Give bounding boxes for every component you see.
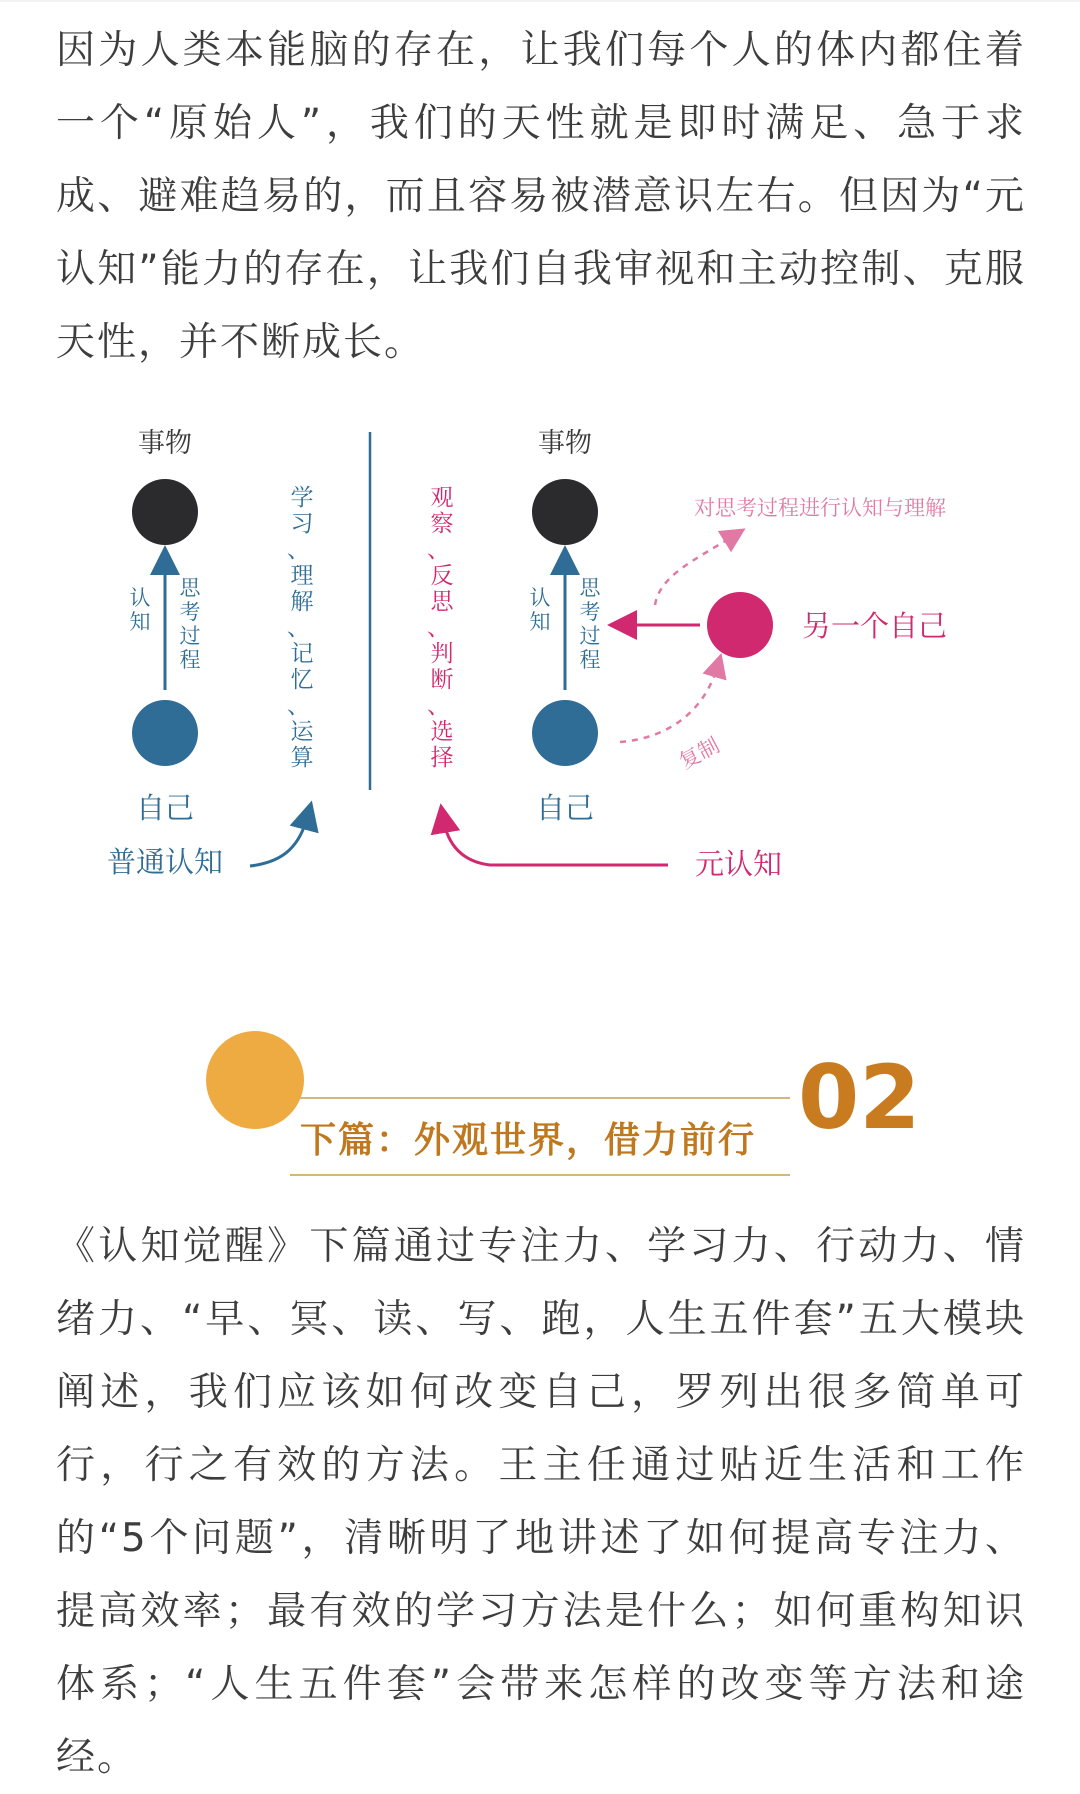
left-thing-label: 事物 xyxy=(138,428,192,459)
section-accent-circle xyxy=(206,1031,304,1129)
meta-note-arrow xyxy=(655,535,735,605)
metacognition-arrow xyxy=(443,818,668,865)
metacognition-caption: 元认知 xyxy=(695,847,783,881)
left-thing-node xyxy=(132,479,198,545)
right-thing-node xyxy=(532,479,598,545)
ordinary-cognition-arrow xyxy=(250,815,308,866)
section-number: 02 xyxy=(798,1046,921,1149)
section-header xyxy=(0,1030,1080,1190)
right-thinking-vertical: 思考过程 xyxy=(579,576,601,672)
left-self-node xyxy=(132,700,198,766)
metacognition-diagram xyxy=(0,400,1080,920)
intro-paragraph: 因为人类本能脑的存在，让我们每个人的体内都住着一个“原始人”，我们的天性就是即时满足、急于求成、避难趋易的，而且容易被潜意识左右。但因为“元认知”能力的存在，让我们自我审视和主动控制、克服天性，并不断成长。 xyxy=(56,28,1026,365)
section-title: 下篇：外观世界，借力前行 xyxy=(300,1120,757,1161)
left-self-label: 自己 xyxy=(135,791,195,825)
summary-paragraph: 《认知觉醒》下篇通过专注力、学习力、行动力、情绪力、“早、冥、读、写、跑，人生五件套”五大模块阐述，我们应该如何改变自己，罗列出很多简单可行，行之有效的方法。王主任通过贴近生活和工作的“5个问题”，清晰明了地讲述了如何提高专注力、提高效率；最有效的学习方法是什么；如何重构知识体系；“人生五件套”会带来怎样的改变等方法和途经。 xyxy=(56,1224,1026,1780)
copy-arrow xyxy=(620,665,718,742)
other-self-label: 另一个自己 xyxy=(802,609,948,643)
left-thinking-vertical: 思考过程 xyxy=(179,576,201,672)
left-activities-vertical: 学习、 理解、 记忆、 运算 xyxy=(286,485,314,771)
right-thing-label: 事物 xyxy=(538,428,592,459)
top-divider xyxy=(0,0,1080,2)
right-activities-vertical: 观察、 反思、 判断、 选择 xyxy=(426,485,454,771)
meta-note-label: 对思考过程进行认知与理解 xyxy=(694,496,946,520)
right-self-node xyxy=(532,700,598,766)
left-cognition-vertical: 认知 xyxy=(129,586,151,634)
right-cognition-vertical: 认知 xyxy=(529,586,551,634)
ordinary-cognition-caption: 普通认知 xyxy=(106,845,224,879)
copy-label: 复制 xyxy=(675,732,724,774)
other-self-node xyxy=(707,592,773,658)
right-self-label: 自己 xyxy=(535,791,595,825)
